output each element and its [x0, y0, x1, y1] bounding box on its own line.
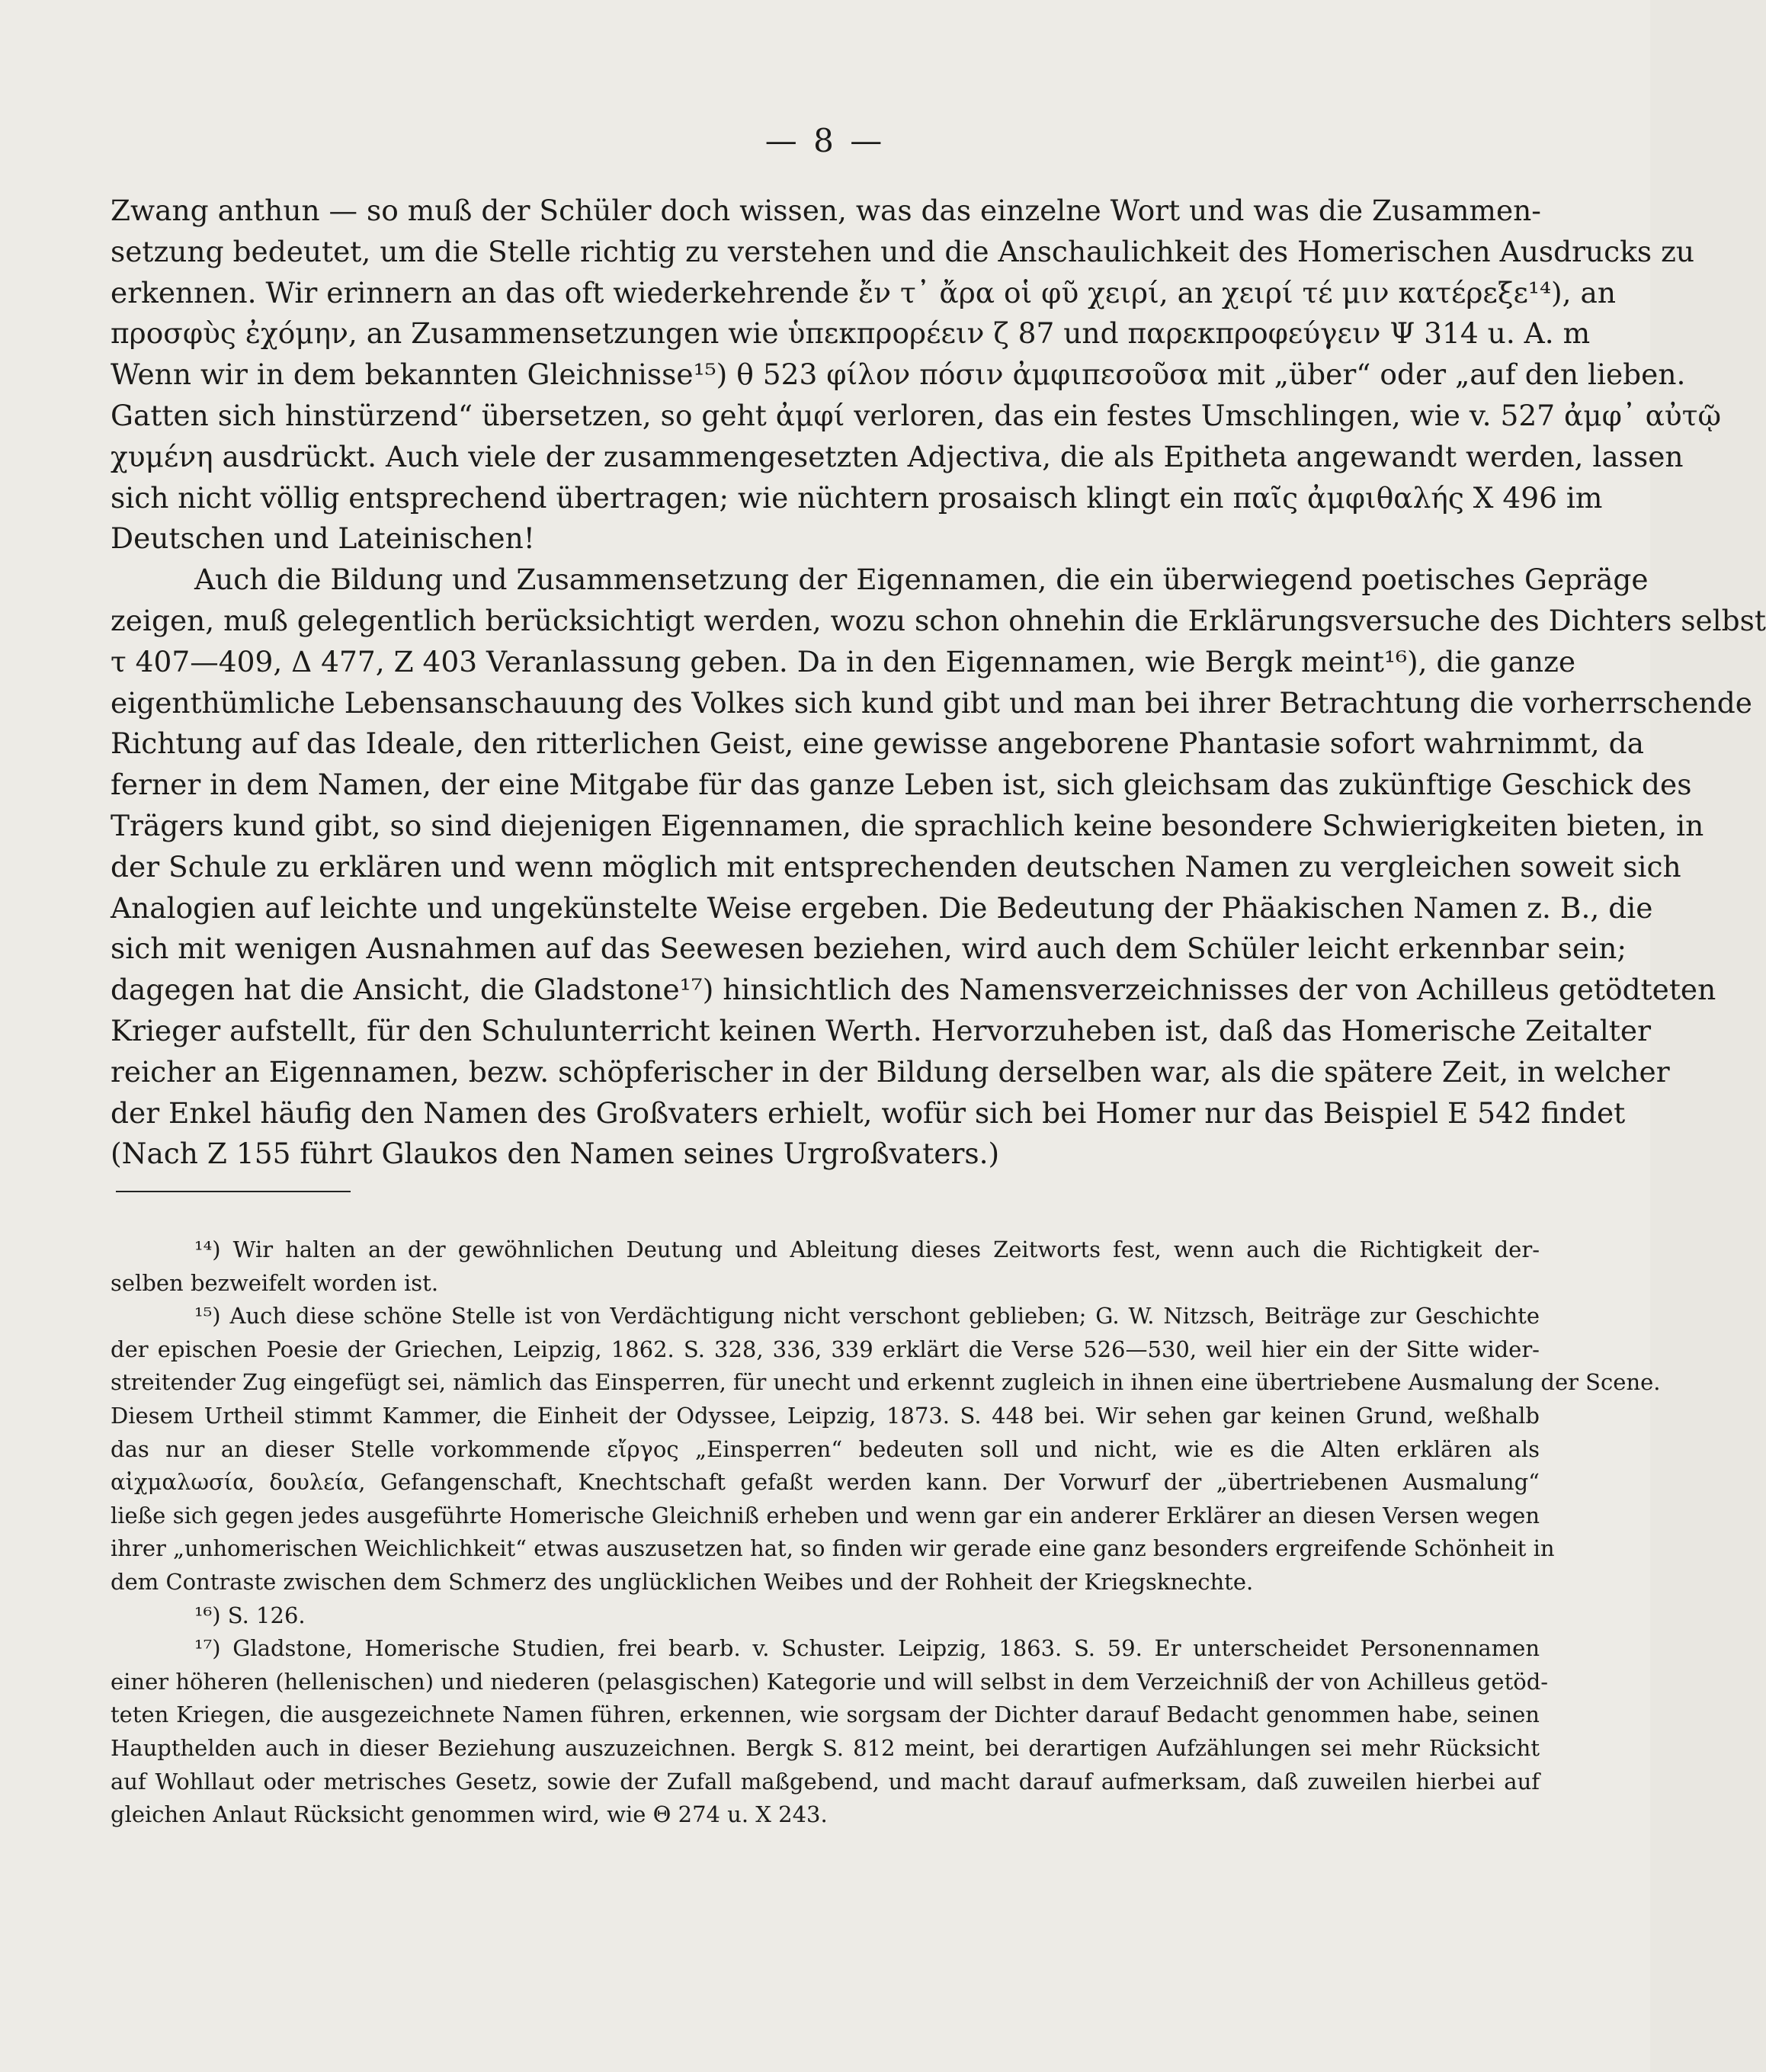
footnote-line: dem Contraste zwischen dem Schmerz des unglücklichen Weibes und der Rohheit der Kriegsknechte.: [111, 1568, 1254, 1595]
text-line: τ 407—409, Δ 477, Z 403 Veranlassung geben. Da in den Eigennamen, wie Bergk meint¹⁶), die ganze: [111, 644, 1576, 678]
paragraph-1: [111, 191, 1722, 560]
footnote-16: [111, 1599, 1540, 1633]
footnote-line: teten Kriegen, die ausgezeichnete Namen führen, erkennen, wie sorgsam der Dichter darauf Bedacht genommen habe, seinen: [111, 1702, 1540, 1728]
text-line: προσφὺς ἐχόμην, an Zusammensetzungen wie ὑπεκπρορέειν ζ 87 und παρεκπροφεύγειν Ψ 314 u. A. m: [111, 316, 1591, 351]
footnote-separator: [116, 1191, 351, 1192]
text-line: Gatten sich hinstürzend“ übersetzen, so geht ἀμφί verloren, das ein festes Umschlingen, wie v. 527 ἀμφ᾽ αὐτῷ: [111, 398, 1722, 432]
text-line: Analogien auf leichte und ungekünstelte Weise ergeben. Die Bedeutung der Phäakischen Namen z. B., die: [111, 890, 1653, 925]
footnote-14: [111, 1233, 1540, 1300]
footnote-line: Haupthelden auch in dieser Beziehung auszuzeichnen. Bergk S. 812 meint, bei derartigen Aufzählungen sei mehr Rücksicht: [111, 1734, 1540, 1761]
text-line: Deutschen und Lateinischen!: [111, 521, 535, 556]
footnote-line: Diesem Urtheil stimmt Kammer, die Einheit der Odyssee, Leipzig, 1873. S. 448 bei. Wir sehen gar keinen Grund, weßhalb: [111, 1402, 1540, 1429]
footnote-line: gleichen Anlaut Rücksicht genommen wird, wie Θ 274 u. X 243.: [111, 1801, 828, 1828]
text-line: der Enkel häufig den Namen des Großvaters erhielt, wofür sich bei Homer nur das Beispiel E 542 findet: [111, 1095, 1626, 1130]
footnotes: [111, 1233, 1661, 1832]
text-line: Zwang anthun — so muß der Schüler doch wissen, was das einzelne Wort und was die Zusammen-: [111, 194, 1541, 227]
text-line: der Schule zu erklären und wenn möglich mit entsprechenden deutschen Namen zu vergleichen soweit sich: [111, 849, 1681, 884]
text-line: sich mit wenigen Ausnahmen auf das Seewesen beziehen, wird auch dem Schüler leicht erkennbar sein;: [111, 932, 1627, 966]
footnote-15: [111, 1300, 1661, 1599]
footnote-line: streitender Zug eingefügt sei, nämlich das Einsperren, für unecht und erkennt zugleich in ihnen eine übertriebene Ausmalung der Scene.: [111, 1369, 1661, 1396]
footnote-line: αἰχμαλωσία, δουλεία, Gefangenschaft, Knechtschaft gefaßt werden kann. Der Vorwurf der „übertriebenen Ausmalung“: [111, 1469, 1540, 1496]
text-line: Wenn wir in dem bekannten Gleichnisse¹⁵) θ 523 φίλον πόσιν ἀμφιπεσοῦσα mit „über“ oder „auf den lieben.: [111, 358, 1686, 392]
footnote-line: ihrer „unhomerischen Weichlichkeit“ etwas auszusetzen hat, so finden wir gerade eine ganz besonders ergreifende Schönheit in: [111, 1535, 1555, 1562]
text-line: erkennen. Wir erinnern an das oft wiederkehrende ἔν τ᾽ ἄρα οἱ φῦ χειρί, an χειρί τέ μιν κατέρεξε¹⁴), an: [111, 275, 1616, 310]
text-line: reicher an Eigennamen, bezw. schöpferischer in der Bildung derselben war, als die spätere Zeit, in welcher: [111, 1054, 1670, 1089]
footnote-line: ¹⁵) Auch diese schöne Stelle ist von Verdächtigung nicht verschont geblieben; G. W. Nitzsch, Beiträge zur Geschichte: [194, 1303, 1540, 1329]
text-line: dagegen hat die Ansicht, die Gladstone¹⁷) hinsichtlich des Namensverzeichnisses der von Achilleus getödteten: [111, 973, 1716, 1007]
footnote-line: ¹⁷) Gladstone, Homerische Studien, frei bearb. v. Schuster. Leipzig, 1863. S. 59. Er unterscheidet Personennamen: [194, 1635, 1540, 1662]
footnote-line: auf Wohllaut oder metrisches Gesetz, sowie der Zufall maßgebend, und macht darauf aufmerksam, daß zuweilen hierbei auf: [111, 1768, 1540, 1795]
footnote-line: selben bezweifelt worden ist.: [111, 1269, 439, 1296]
footnote-line: einer höheren (hellenischen) und niederen (pelasgischen) Kategorie und will selbst in dem Verzeichniß der von Achilleus getöd-: [111, 1668, 1549, 1695]
page-number: — 8 —: [764, 122, 886, 159]
text-line: Trägers kund gibt, so sind diejenigen Eigennamen, die sprachlich keine besondere Schwierigkeiten bieten, in: [111, 808, 1704, 842]
footnote-line: ¹⁴) Wir halten an der gewöhnlichen Deutung und Ableitung dieses Zeitworts fest, wenn auch die Richtigkeit der-: [194, 1236, 1540, 1262]
footnote-line: das nur an dieser Stelle vorkommende εἴργος „Einsperren“ bedeuten soll und nicht, wie es die Alten erklären als: [111, 1435, 1540, 1462]
footnote-line: ließe sich gegen jedes ausgeführte Homerische Gleichniß erheben und wenn gar ein anderer Erklärer an diesen Versen wegen: [111, 1502, 1540, 1528]
footnote-17: [111, 1632, 1549, 1832]
paragraph-2: [111, 560, 1766, 1175]
text-line: eigenthümliche Lebensanschauung des Volkes sich kund gibt und man bei ihrer Betrachtung die vorherrschende: [111, 685, 1752, 720]
text-line: (Nach Z 155 führt Glaukos den Namen seines Urgroßvaters.): [111, 1137, 1000, 1171]
text-line: Krieger aufstellt, für den Schulunterricht keinen Werth. Hervorzuheben ist, daß das Homerische Zeitalter: [111, 1013, 1651, 1047]
text-line: setzung bedeutet, um die Stelle richtig zu verstehen und die Anschaulichkeit des Homerischen Ausdrucks zu: [111, 234, 1694, 268]
text-line: Auch die Bildung und Zusammensetzung der Eigennamen, die ein überwiegend poetisches Gepräge: [194, 563, 1649, 597]
text-line: Richtung auf das Ideale, den ritterlichen Geist, eine gewisse angeborene Phantasie sofort wahrnimmt, da: [111, 726, 1644, 761]
text-line: sich nicht völlig entsprechend übertragen; wie nüchtern prosaisch klingt ein παῖς ἀμφιθαλής X 496 im: [111, 480, 1603, 515]
text-line: ferner in dem Namen, der eine Mitgabe für das ganze Leben ist, sich gleichsam das zukünftige Geschick des: [111, 768, 1692, 802]
text-line: zeigen, muß gelegentlich berücksichtigt werden, wozu schon ohnehin die Erklärungsversuche des Dichters selbst: [111, 603, 1766, 637]
text-line: χυμένη ausdrückt. Auch viele der zusammengesetzten Adjectiva, die als Epitheta angewandt werden, lassen: [111, 439, 1684, 473]
main-text: [111, 191, 1766, 1175]
footnote-line: der epischen Poesie der Griechen, Leipzig, 1862. S. 328, 336, 339 erklärt die Verse 526—530, weil hier ein der Sitte wider-: [111, 1336, 1540, 1362]
footnote-line: ¹⁶) S. 126.: [194, 1602, 306, 1628]
